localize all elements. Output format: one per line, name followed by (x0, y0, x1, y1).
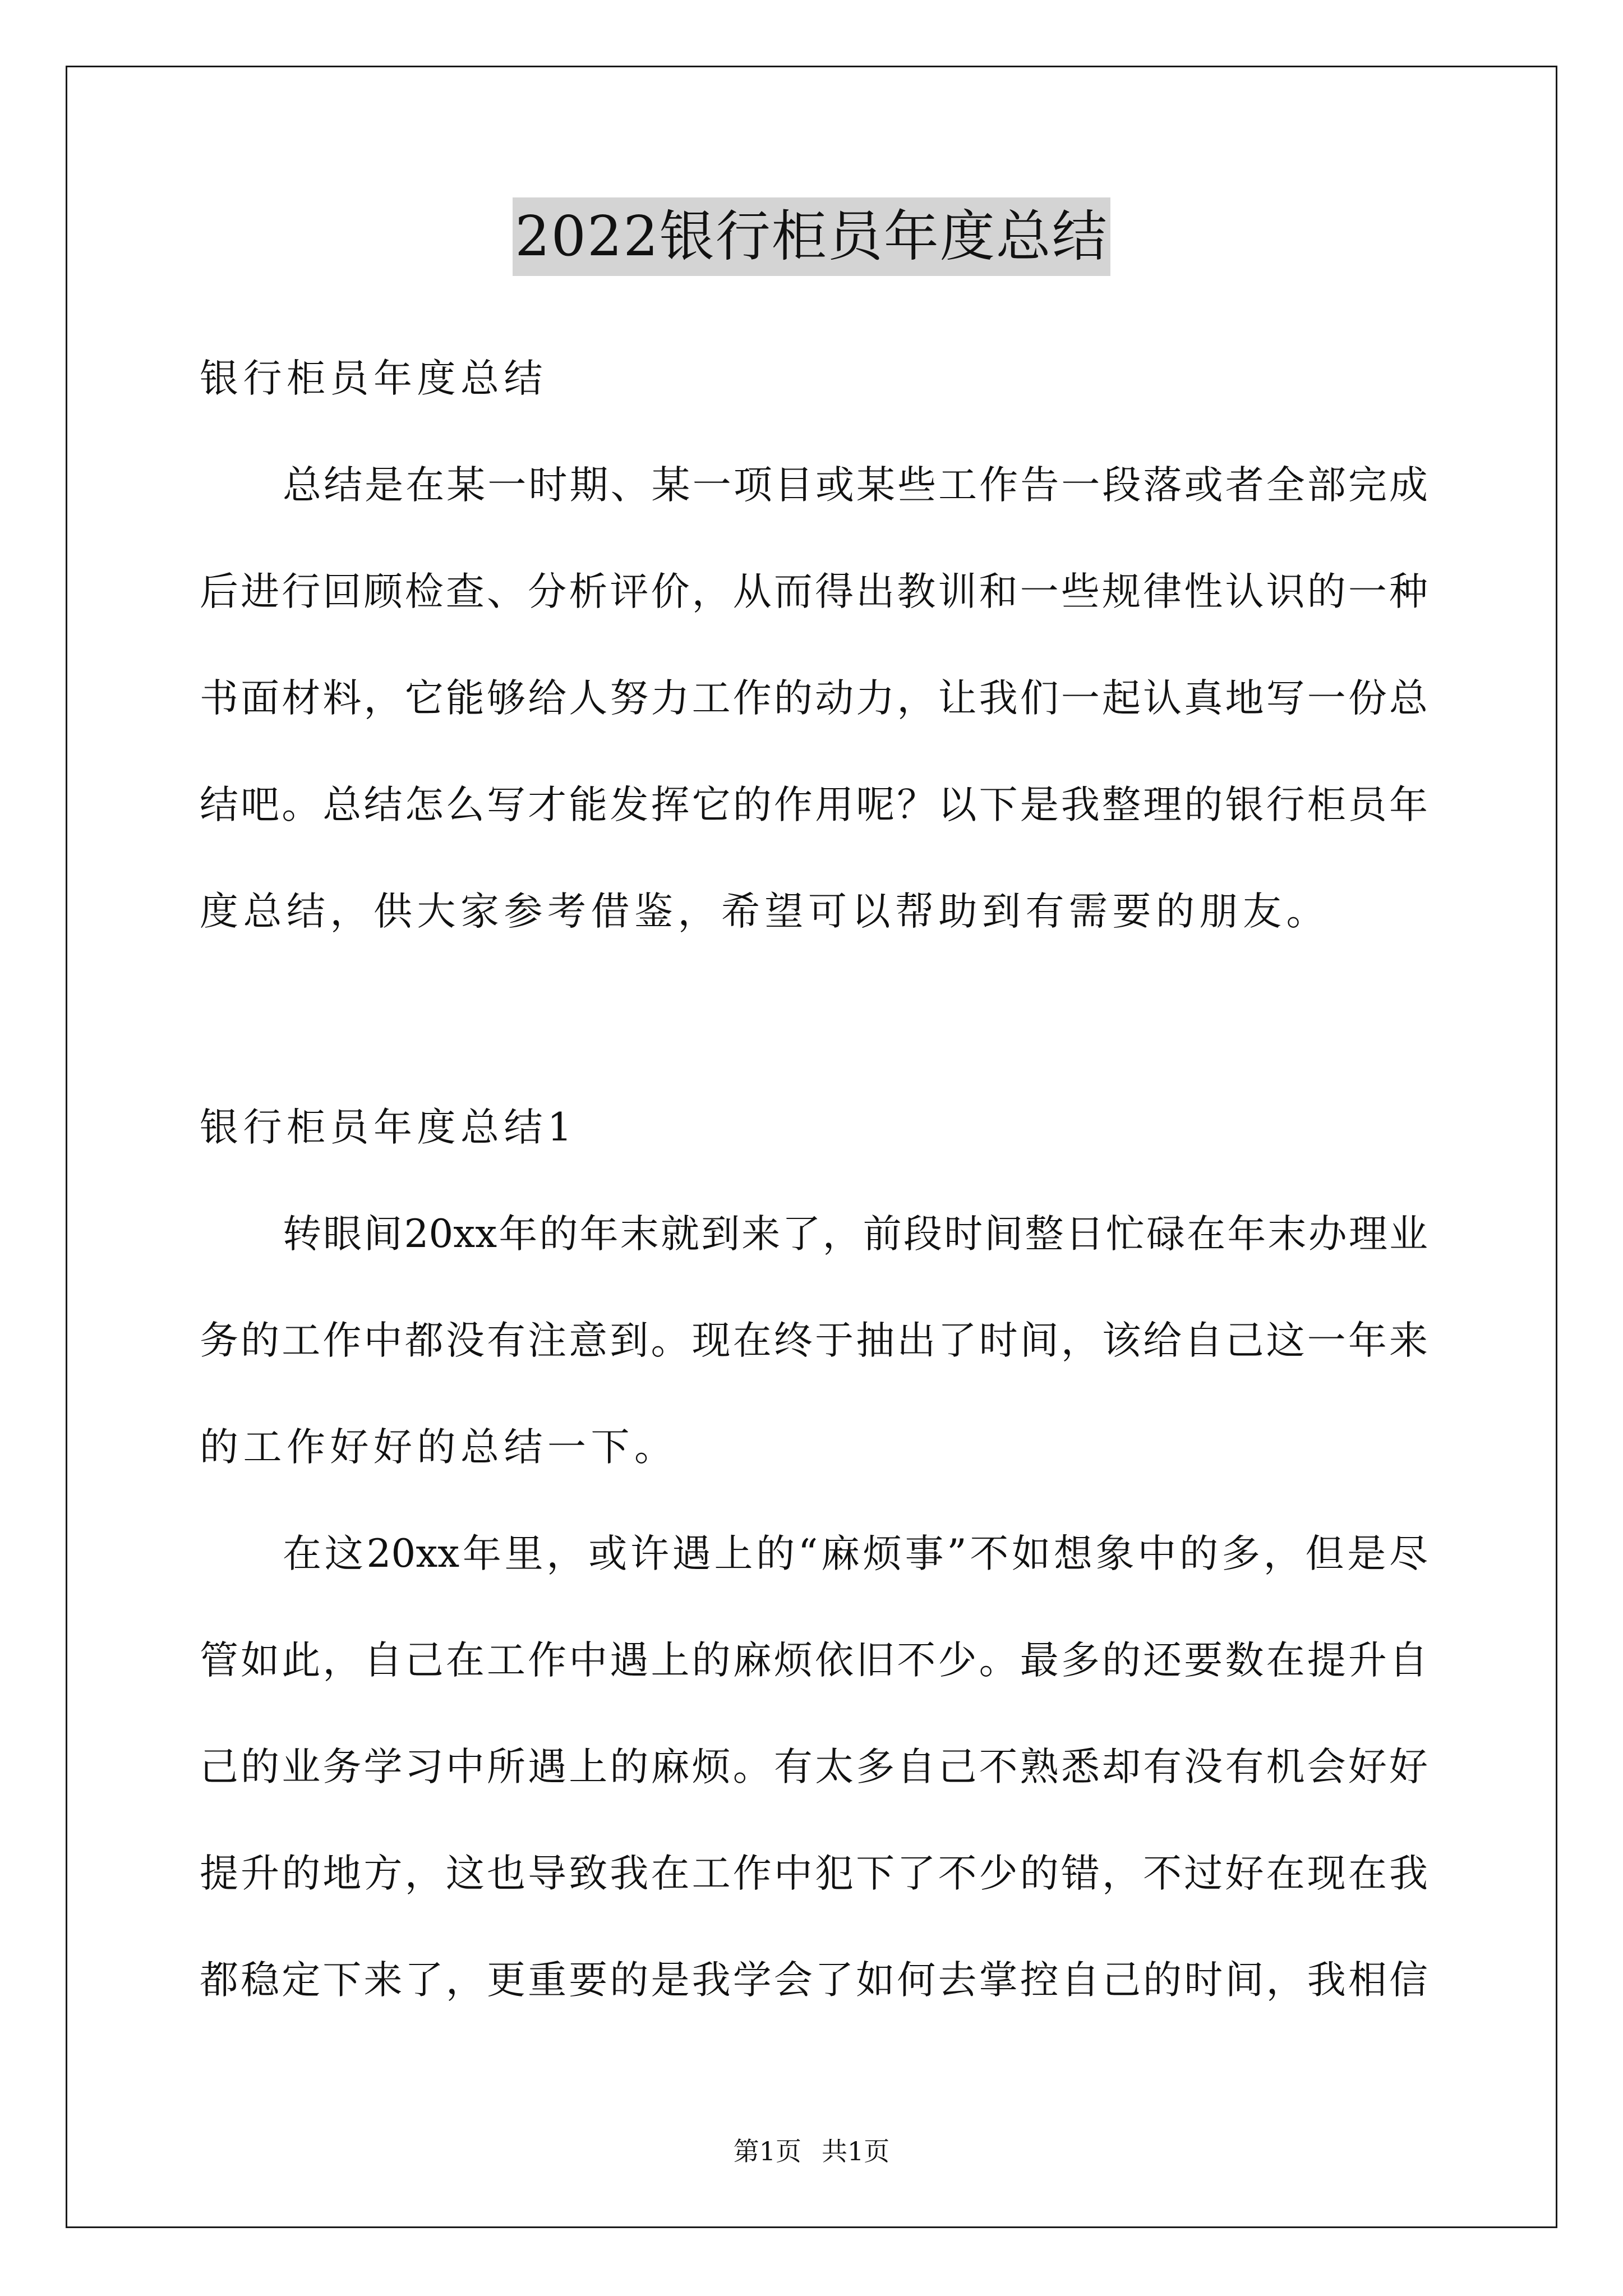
paragraph-line: 度总结，供大家参考借鉴，希望可以帮助到有需要的朋友。 (200, 889, 1330, 934)
paragraph-line: 管如此，自己在工作中遇上的麻烦依旧不少。最多的还要数在提升自 (200, 1638, 1428, 1683)
section-heading: 银行柜员年度总结1 (200, 1105, 577, 1150)
paragraph-line: 都稳定下来了，更重要的是我学会了如何去掌控自己的时间，我相信 (200, 1958, 1428, 2003)
paragraph-line: 总结是在某一时期、某一项目或某些工作告一段落或者全部完成 (283, 463, 1428, 508)
title-container (0, 197, 1623, 276)
intro-heading: 银行柜员年度总结 (200, 356, 547, 401)
paragraph-line: 提升的地方，这也导致我在工作中犯下了不少的错，不过好在现在我 (200, 1851, 1428, 1896)
paragraph-line: 后进行回顾检查、分析评价，从而得出教训和一些规律性认识的一种 (200, 569, 1428, 614)
paragraph-line: 在这20xx年里，或许遇上的“麻烦事”不如想象中的多，但是尽 (283, 1531, 1428, 1576)
paragraph-line: 书面材料，它能够给人努力工作的动力，让我们一起认真地写一份总 (200, 676, 1428, 721)
page-number-current: 第1页 (733, 2136, 801, 2166)
document-title: 2022银行柜员年度总结 (513, 197, 1110, 276)
page-footer (0, 2134, 1623, 2168)
paragraph-line: 的工作好好的总结一下。 (200, 1425, 678, 1470)
paragraph-line: 结吧。总结怎么写才能发挥它的作用呢？以下是我整理的银行柜员年 (200, 783, 1428, 827)
paragraph-line: 务的工作中都没有注意到。现在终于抽出了时间，该给自己这一年来 (200, 1318, 1428, 1363)
paragraph-line: 己的业务学习中所遇上的麻烦。有太多自己不熟悉却有没有机会好好 (200, 1745, 1428, 1789)
page-number-total: 共1页 (822, 2136, 890, 2166)
paragraph-line: 转眼间20xx年的年末就到来了，前段时间整日忙碌在年末办理业 (283, 1212, 1428, 1257)
